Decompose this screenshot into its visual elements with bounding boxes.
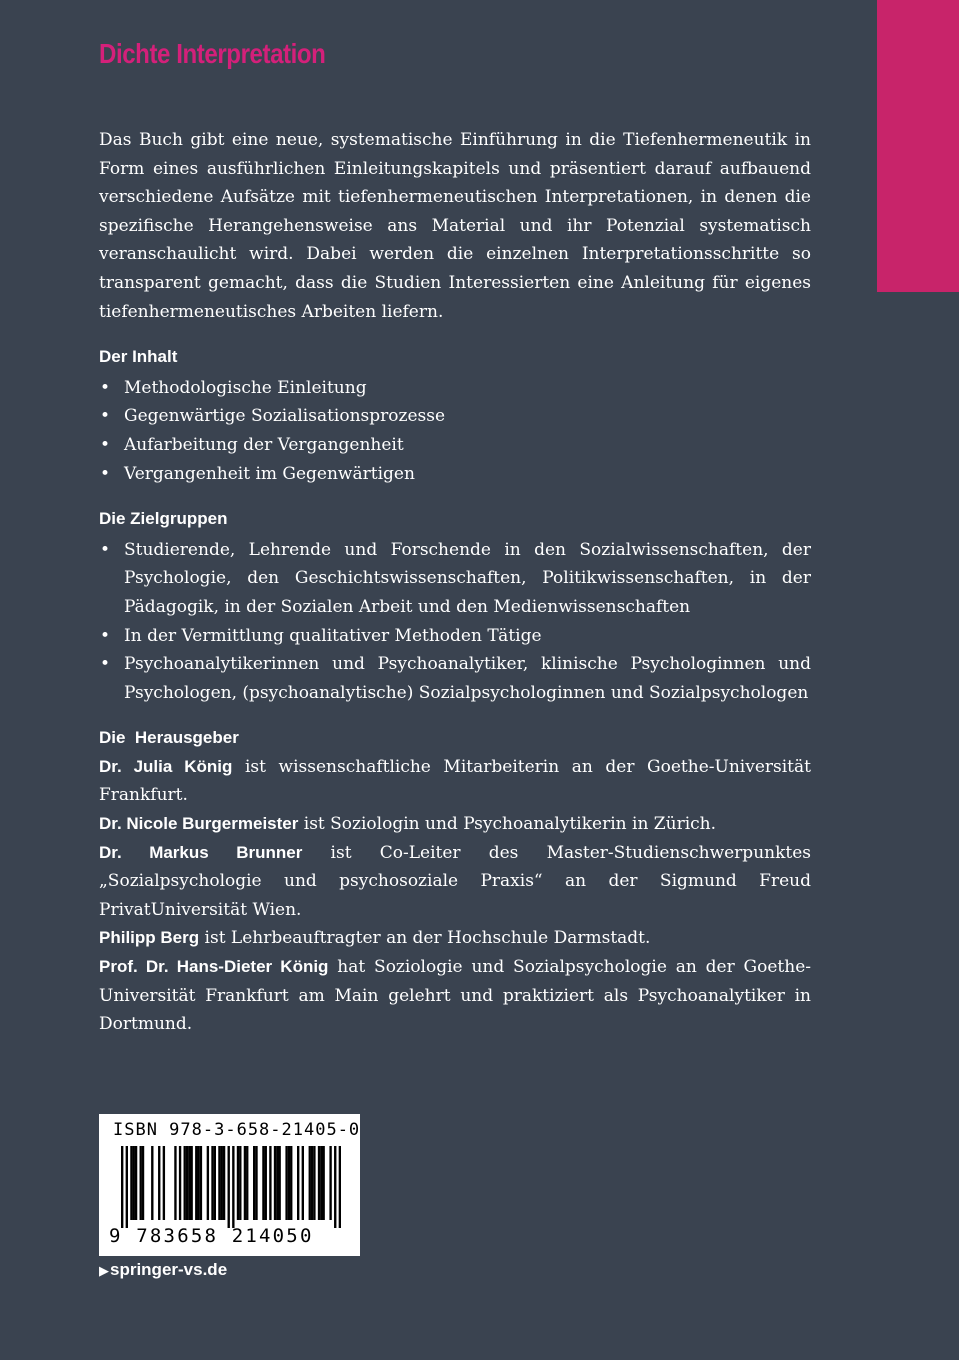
- list-item: • Methodologische Einleitung: [99, 374, 811, 403]
- editor-description: ist Soziologin und Psychoanalytikerin in Zürich.: [298, 814, 717, 835]
- back-cover-text: [99, 126, 811, 1039]
- barcode-graphic: [121, 1146, 341, 1228]
- editor-entry: [99, 839, 811, 925]
- barcode-bar: [188, 1146, 190, 1220]
- barcode-bar: [278, 1146, 280, 1220]
- editor-name: Dr. Nicole Burgermeister: [99, 814, 299, 834]
- barcode-bar: [274, 1146, 276, 1220]
- barcode-bar: [218, 1146, 220, 1220]
- barcode-bar: [133, 1146, 135, 1220]
- barcode-bar: [339, 1146, 341, 1228]
- barcode-bar: [288, 1146, 290, 1220]
- website-link[interactable]: springer-vs.de: [110, 1260, 228, 1279]
- inhalt-list: [99, 374, 811, 488]
- barcode-bar: [318, 1146, 320, 1220]
- barcode-bar: [221, 1146, 223, 1220]
- barcode-bar: [174, 1146, 176, 1220]
- bullet-icon: •: [100, 463, 111, 484]
- barcode-bar: [232, 1146, 234, 1228]
- barcode-bar: [130, 1146, 132, 1220]
- barcode-bar: [244, 1146, 246, 1220]
- list-item: • Psychoanalytikerinnen und Psychoanalytiker, klinische Psychologinnen und Psychologen, (psychoanalytische) Sozialpsychologinnen und Sozialpsychologen: [99, 650, 811, 707]
- barcode-bar: [163, 1146, 165, 1220]
- barcode-bar: [265, 1146, 267, 1220]
- barcode-bar: [309, 1146, 311, 1220]
- barcode-bar: [151, 1146, 153, 1220]
- editor-entry: [99, 753, 811, 810]
- list-item: • Gegenwärtige Sozialisationsprozesse: [99, 402, 811, 431]
- barcode-bar: [253, 1146, 255, 1220]
- barcode-bar: [214, 1146, 216, 1220]
- barcode-bar: [121, 1146, 123, 1228]
- barcode-bar: [334, 1146, 336, 1228]
- barcode-bar: [262, 1146, 264, 1220]
- editor-description: ist wissenschaftliche Mitarbeiterin an der Goethe-Universität Frankfurt.: [99, 756, 811, 806]
- editor-name: Philipp Berg: [99, 928, 200, 948]
- isbn-digits: 9 783658 214050: [109, 1225, 314, 1247]
- publisher-website[interactable]: [99, 1260, 227, 1280]
- barcode-bar: [313, 1146, 315, 1220]
- barcode-bar: [184, 1146, 186, 1220]
- barcode-bar: [158, 1146, 160, 1220]
- bullet-icon: •: [100, 377, 111, 398]
- list-item: • Vergangenheit im Gegenwärtigen: [99, 460, 811, 489]
- bullet-icon: •: [100, 625, 111, 646]
- barcode-bar: [179, 1146, 181, 1220]
- editor-description: hat Soziologie und Sozialpsychologie an der Goethe-Universität Frankfurt am Main gelehrt und praktiziert als Psychoanalytiker in Dortmund.: [99, 957, 812, 1035]
- barcode-bar: [246, 1146, 248, 1220]
- barcode-bar: [195, 1146, 197, 1220]
- barcode-bar: [207, 1146, 209, 1220]
- editor-description: ist Co-Leiter des Master-Studienschwerpunktes „Sozialpsychologie und psychosoziale Praxis“ an der Sigmund Freud PrivatUniversität Wien.: [99, 842, 812, 920]
- herausgeber-heading: Die Herausgeber: [99, 728, 239, 748]
- barcode-bar: [197, 1146, 199, 1220]
- barcode-bar: [126, 1146, 128, 1228]
- barcode-bar: [269, 1146, 271, 1220]
- bullet-icon: •: [100, 434, 111, 455]
- editor-name: Dr. Markus Brunner: [99, 842, 303, 862]
- arrow-right-icon: ▶: [99, 1263, 109, 1278]
- intro-paragraph: Das Buch gibt eine neue, systematische Einführung in die Tiefenhermeneutik in Form eines ausführlichen Einleitungskapitels und präsentiert darauf aufbauend verschiedene Aufsätze mit tiefenhermeneutischen Interpretationen, in denen die spezifische Herangehensweise ans Material und ihr Potenzial systematisch veranschaulicht wird. Dabei werden die einzelnen Interpretationsschritte so transparent gemacht, dass die Studien Interessierten eine Anleitung für eigenes tiefenhermeneutisches Arbeiten liefern.: [99, 130, 811, 322]
- barcode-bar: [297, 1146, 299, 1220]
- accent-bar: [877, 0, 959, 292]
- barcode-bar: [211, 1146, 213, 1220]
- list-item: • Aufarbeitung der Vergangenheit: [99, 431, 811, 460]
- barcode-bar: [322, 1146, 324, 1220]
- barcode-bar: [255, 1146, 257, 1220]
- barcode-bar: [302, 1146, 304, 1220]
- barcode-bar: [186, 1146, 188, 1220]
- barcode-bar: [140, 1146, 142, 1220]
- editor-description: ist Lehrbeauftragter an der Hochschule Darmstadt.: [199, 928, 651, 949]
- barcode-bar: [223, 1146, 225, 1220]
- barcode-bar: [237, 1146, 239, 1220]
- isbn-label: ISBN 978-3-658-21405-0: [113, 1120, 361, 1140]
- editor-name: Dr. Julia König: [99, 756, 233, 776]
- editor-entry: [99, 924, 811, 953]
- barcode-bar: [200, 1146, 202, 1220]
- barcode-bar: [320, 1146, 322, 1220]
- barcode-bar: [239, 1146, 241, 1220]
- barcode-bar: [142, 1146, 144, 1220]
- book-title: Dichte Interpretation: [99, 38, 326, 69]
- barcode-bar: [285, 1146, 287, 1220]
- bullet-icon: •: [100, 654, 111, 675]
- inhalt-heading: Der Inhalt: [99, 347, 178, 367]
- editor-name: Prof. Dr. Hans-Dieter König: [99, 957, 329, 977]
- barcode-bar: [311, 1146, 313, 1220]
- bullet-icon: •: [100, 539, 111, 560]
- list-item: • Studierende, Lehrende und Forschende in den Sozialwissenschaften, der Psychologie, den Geschichtswissenschaften, Politikwissenschaften, in der Pädagogik, in der Sozialen Arbeit und den Medienwissenschaften: [99, 536, 811, 622]
- editor-entry: [99, 810, 811, 839]
- barcode-bar: [228, 1146, 230, 1228]
- barcode-bar: [190, 1146, 192, 1220]
- barcode-bar: [329, 1146, 331, 1220]
- isbn-barcode-box: [99, 1114, 360, 1256]
- barcode-bar: [276, 1146, 278, 1220]
- barcode-bar: [135, 1146, 137, 1220]
- bullet-icon: •: [100, 406, 111, 427]
- zielgruppen-list: [99, 536, 811, 708]
- barcode-bar: [290, 1146, 292, 1220]
- editor-entry: [99, 953, 811, 1039]
- list-item: • In der Vermittlung qualitativer Methoden Tätige: [99, 622, 811, 651]
- zielgruppen-heading: Die Zielgruppen: [99, 509, 228, 529]
